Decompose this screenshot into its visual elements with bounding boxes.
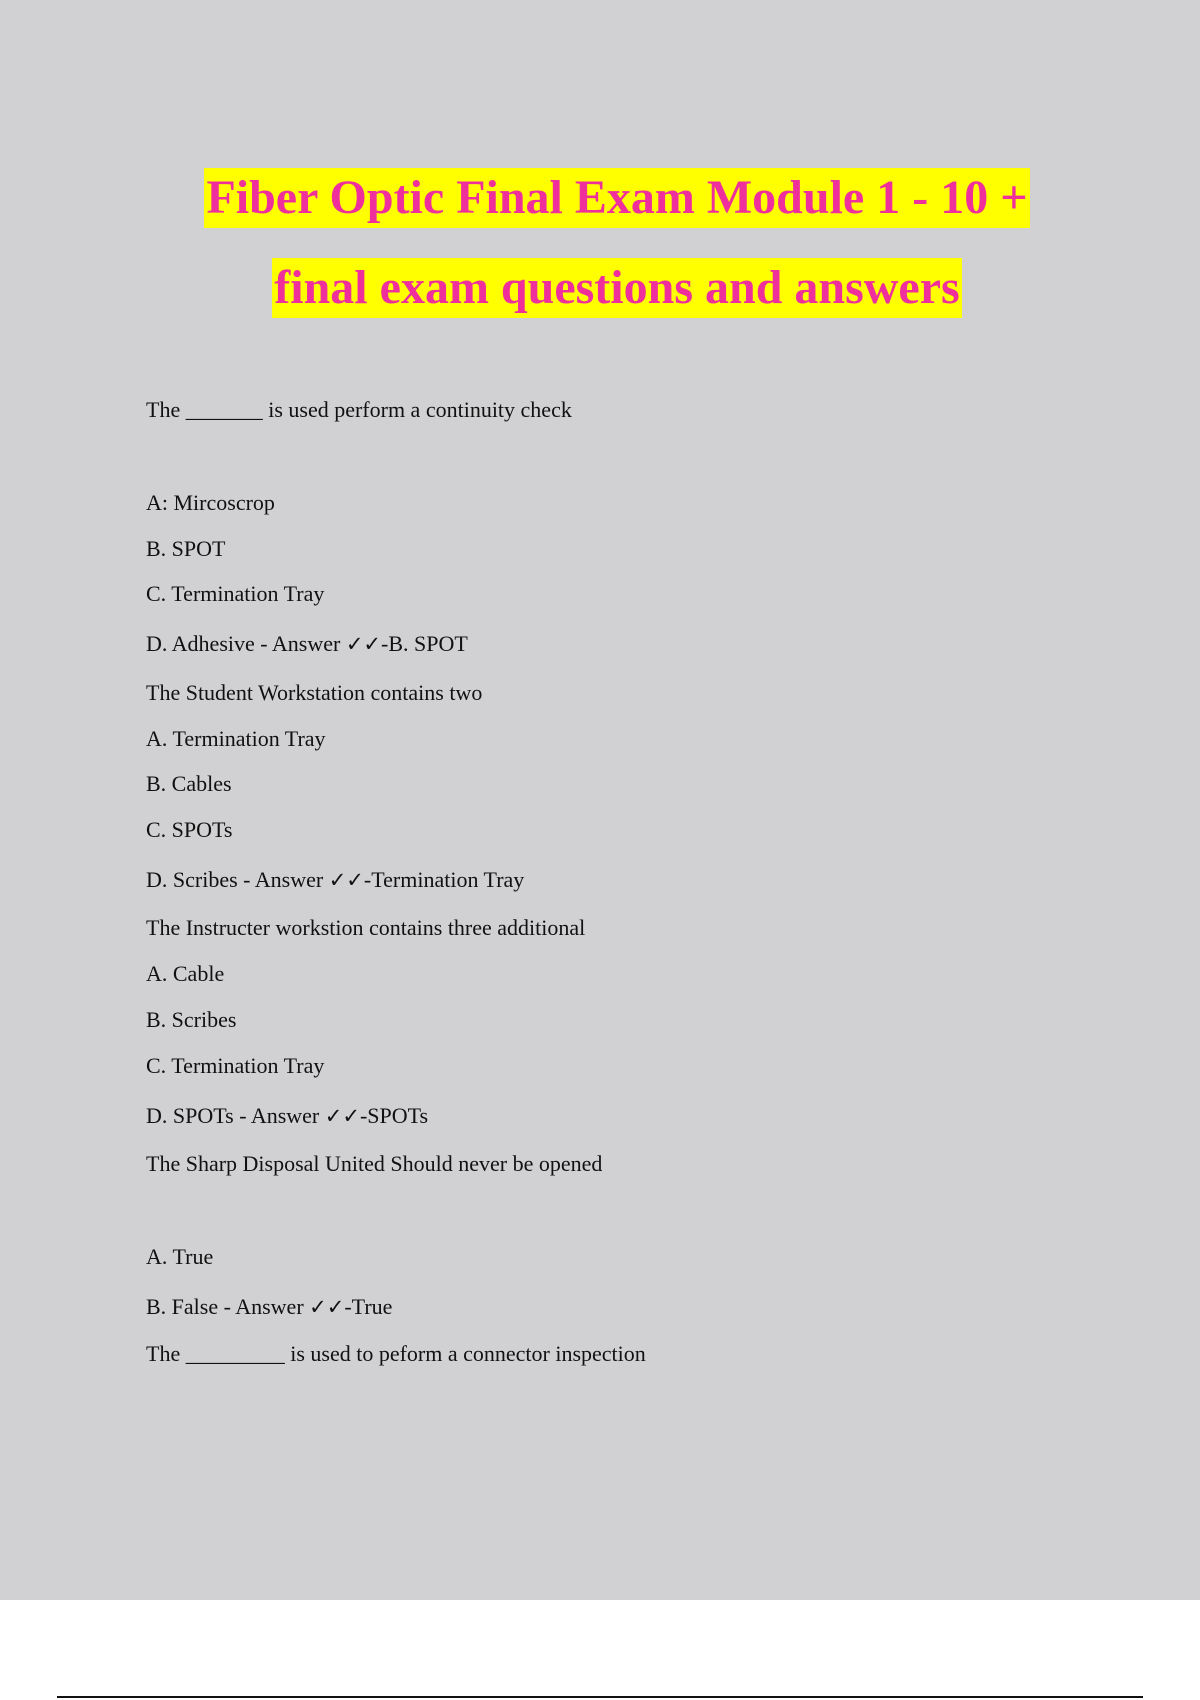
- question-2-option-a: A. Termination Tray: [146, 726, 326, 751]
- document-title: [0, 168, 1200, 318]
- answer-value: -B. SPOT: [381, 631, 468, 656]
- check-icon: ✓✓: [345, 632, 382, 656]
- question-2-option-d-answer: [146, 867, 524, 893]
- answer-prefix: D. SPOTs - Answer: [146, 1103, 325, 1128]
- question-1-option-a: A: Mircoscrop: [146, 490, 275, 515]
- question-2-option-c: C. SPOTs: [146, 817, 233, 842]
- answer-value: -SPOTs: [359, 1103, 429, 1128]
- question-3-stem: The Instructer workstion contains three additional: [146, 915, 586, 940]
- check-icon: ✓✓: [328, 868, 364, 892]
- question-4-option-b-answer: [146, 1294, 392, 1320]
- question-5-stem: The _________ is used to peform a connector inspection: [146, 1341, 646, 1366]
- question-3-option-c: C. Termination Tray: [146, 1053, 325, 1078]
- question-2-option-b: B. Cables: [146, 771, 232, 796]
- check-icon: ✓✓: [324, 1104, 360, 1128]
- question-1-stem: The _______ is used perform a continuity check: [146, 397, 572, 422]
- question-1-option-c: C. Termination Tray: [146, 581, 325, 606]
- question-3-option-a: A. Cable: [146, 961, 225, 986]
- title-line-1: Fiber Optic Final Exam Module 1 - 10 +: [204, 168, 1029, 228]
- question-4-option-a: A. True: [146, 1244, 214, 1269]
- answer-value: -True: [344, 1294, 393, 1319]
- question-3-option-d-answer: [146, 1103, 428, 1129]
- check-icon: ✓✓: [309, 1295, 345, 1319]
- question-1-option-b: B. SPOT: [146, 536, 226, 561]
- question-1-option-d-answer: [146, 631, 468, 657]
- question-4-stem: The Sharp Disposal United Should never be opened: [146, 1151, 603, 1176]
- title-line-2: final exam questions and answers: [272, 258, 961, 318]
- answer-prefix: D. Scribes - Answer: [146, 867, 329, 892]
- question-3-option-b: B. Scribes: [146, 1007, 237, 1032]
- answer-prefix: D. Adhesive - Answer: [146, 631, 346, 656]
- question-2-stem: The Student Workstation contains two: [146, 680, 483, 705]
- answer-value: -Termination Tray: [363, 867, 525, 892]
- page-divider: [57, 1696, 1143, 1698]
- answer-prefix: B. False - Answer: [146, 1294, 310, 1319]
